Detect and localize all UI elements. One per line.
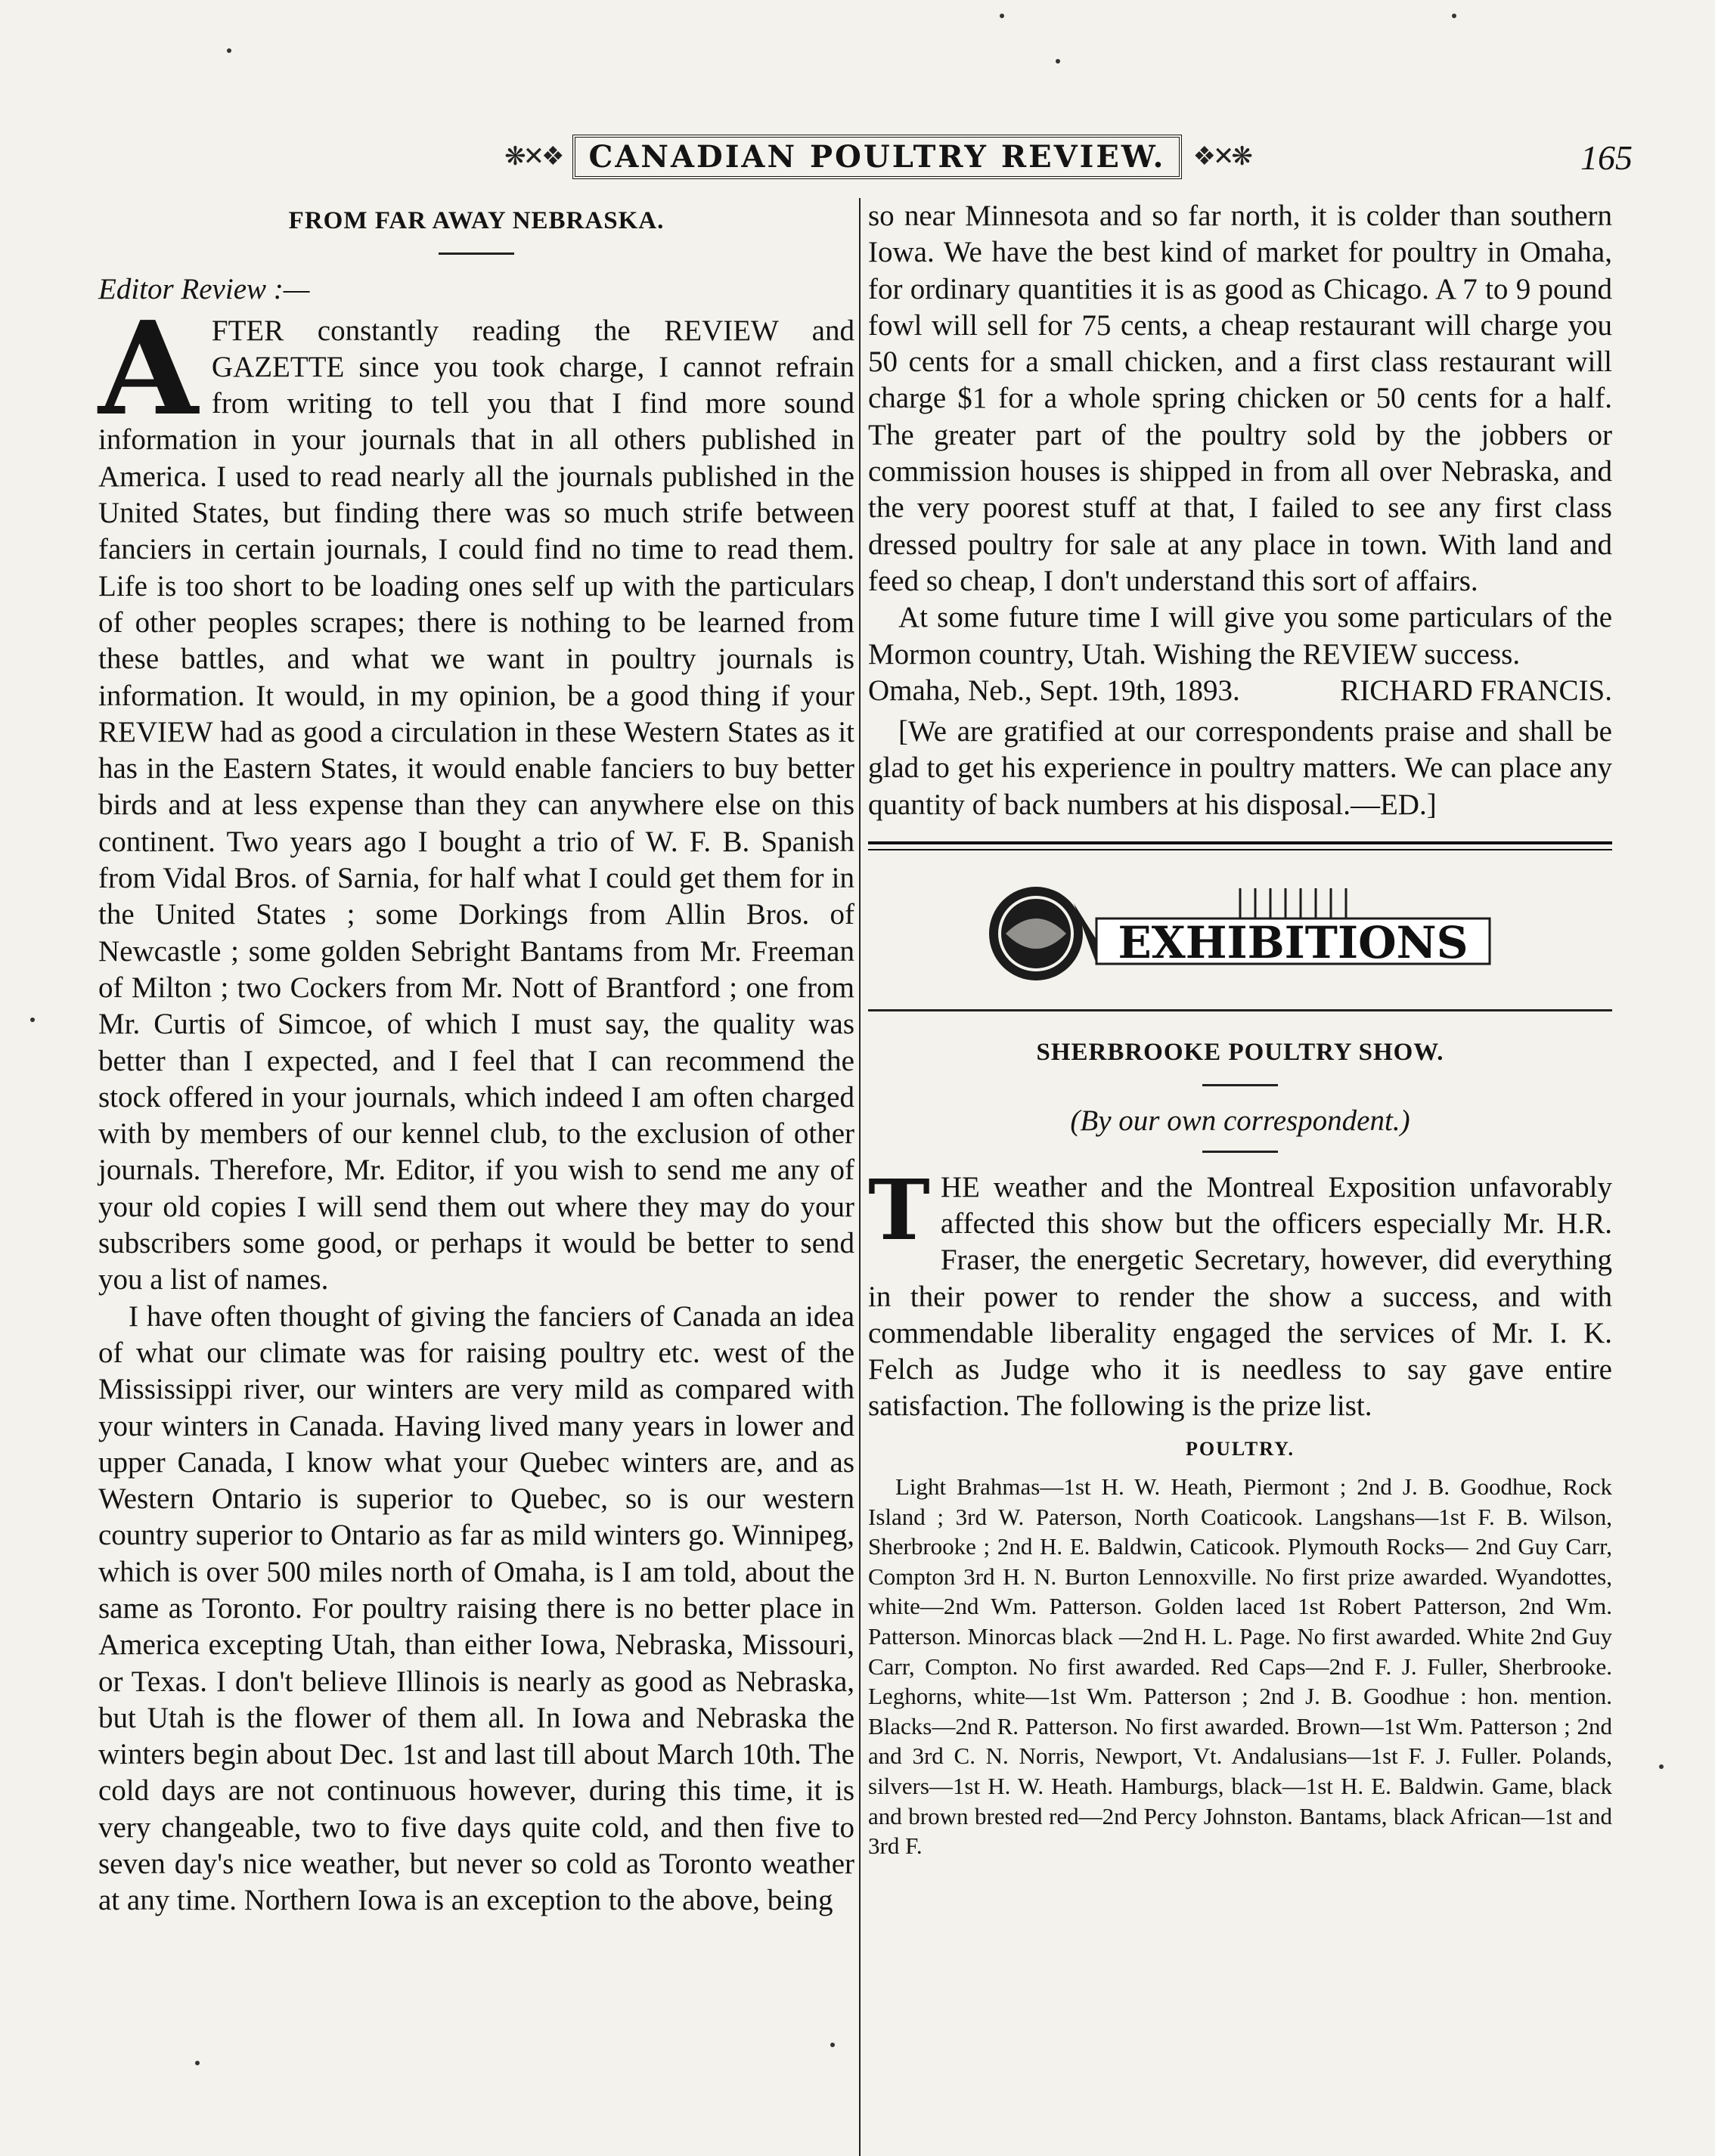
masthead — [504, 133, 1250, 180]
heading-rule — [439, 252, 514, 255]
scan-speck — [227, 48, 231, 53]
masthead-title: CANADIAN POULTRY REVIEW. — [572, 135, 1183, 179]
editor-note: [We are gratified at our correspondents praise and shall be glad to get his experience in poultry matters. We can place any quantity of back numbers at his disposal.—ED.] — [868, 715, 1612, 821]
paragraph-1-text: FTER constantly reading the REVIEW and GAZETTE since you took charge, I cannot refrain from writing to tell you that I find more sound information in your journals that in all others published in America. I used to read nearly all the journals published in the United States, but finding there was so much strife between fanciers in certain journals, I could find no time to read them. Life is too short to be loading ones self up with the particulars of other peoples scrapes; there is nothing to be learned from these battles, and what we want in poultry journals is information. It would, in my opinion, be a good thing if your REVIEW had as good a circulation in these Western States as it has in the Eastern States, it would enable fanciers to buy better birds and at less expense than they can anywhere else on this continent. Two years ago I bought a trio of W. F. B. Spanish from Vidal Bros. of Sarnia, for half what I could get them for in the United States ; some Dorkings from Allin Bros. of Newcastle ; some golden Sebright Bantams from Mr. Freeman of Milton ; two Cockers from Mr. Nott of Brantford ; one from Mr. Curtis of Simcoe, of which I must say, the quality was better than I expected, and I feel that I can recommend the stock offered in your journals, which indeed I am often charged with by members of our kennel club, to the exclusion of other journals. Therefore, Mr. Editor, if you wish to send me any of your old copies I will send them out where they may do your subscribers some good, or perhaps it would be better to send you a list of names. — [98, 314, 854, 1296]
show-heading: SHERBROOKE POULTRY SHOW. — [1036, 1039, 1444, 1067]
prize-list: Light Brahmas—1st H. W. Heath, Piermont ; 2nd J. B. Goodhue, Rock Island ; 3rd W. Paterson, North Coaticook. Langshans—1st F. B. Wilson, Sherbrooke ; 2nd H. E. Baldwin, Caticook. Plymouth Rocks— 2nd Guy Carr, Compton 3rd H. N. Burton Lennoxville. No first prize awarded. Wyandottes, white—2nd Wm. Patterson. Golden laced 1st Robert Patterson, 2nd Wm. Patterson. Minorcas black —2nd H. L. Page. No first awarded. White 2nd Guy Carr, Compton. No first awarded. Red Caps—2nd F. J. Fuller, Sherbrooke. Leghorns, white—1st Wm. Patterson ; 2nd J. B. Goodhue : hon. mention. Blacks—2nd R. Patterson. No first awarded. Brown—1st Wm. Patterson ; 2nd and 3rd C. N. Norris, Newport, Vt. Andalusians—1st F. J. Fuller. Polands, silvers—1st H. W. Heath. Hamburgs, black—1st H. E. Baldwin. Game, black and brown brested red—2nd Percy Johnston. Bantams, black African—1st and 3rd F. — [868, 1473, 1612, 1860]
left-column — [98, 198, 854, 1919]
signature-place: Omaha, Neb., Sept. 19th, 1893. — [868, 674, 1240, 707]
drop-cap-t: T — [868, 1160, 930, 1259]
exhibitions-banner — [868, 873, 1612, 994]
scan-speck — [1000, 14, 1004, 18]
scan-speck — [1056, 59, 1060, 64]
scan-speck — [1452, 14, 1456, 18]
exhibitions-banner-art — [983, 873, 1497, 994]
page-number: 165 — [1580, 138, 1633, 177]
article-paragraph-3: so near Minnesota and so far north, it is colder than southern Iowa. We have the best kind of market for poultry in Omaha, for ordinary quantities it is as good as Chicago. A 7 to 9 pound fowl will sell for 75 cents, a cheap restaurant will charge you 50 cents for a small chicken, and a first class restaurant will charge $1 for a whole spring chicken or 50 cents for a half. The greater part of the poultry sold by the jobbers or commission houses is shipped in from all over Nebraska, and the very poorest stuff at that, I failed to see any first class dressed poultry for sale at any place in town. With land and feed so cheap, I don't understand this sort of affairs. — [868, 200, 1612, 597]
scan-speck — [195, 2061, 200, 2065]
ornament-left-icon: ❋✕❖ — [504, 143, 562, 171]
column-divider — [859, 198, 861, 2156]
scan-speck — [1659, 1764, 1664, 1769]
poultry-section-heading: POULTRY. — [1186, 1437, 1295, 1460]
salutation: Editor Review :— — [98, 273, 310, 306]
signature-name: RICHARD FRANCIS. — [1340, 674, 1612, 707]
scan-speck — [830, 2043, 835, 2047]
show-paragraph-1-text: HE weather and the Montreal Exposition unfavorably affected this show but the officers especially Mr. H.R. Fraser, the energetic Secretary, however, did everything in their power to render the show a success, and with commendable liberality engaged the services of Mr. I. K. Felch as Judge who it is needless to say gave entire satisfaction. The following is the prize list. — [868, 1170, 1612, 1423]
show-heading-rule — [1202, 1084, 1278, 1086]
signature-line — [868, 673, 1612, 709]
show-paragraph-1 — [868, 1160, 1612, 1425]
article-paragraph-4: At some future time I will give you some particulars of the Mormon country, Utah. Wishing the REVIEW success. — [868, 601, 1612, 671]
section-double-rule — [868, 841, 1612, 850]
article-paragraph-1 — [98, 293, 854, 1299]
banner-text: EXHIBITIONS — [1118, 917, 1468, 969]
right-column — [868, 198, 1612, 1861]
banner-rule — [868, 1009, 1612, 1011]
byline: (By our own correspondent.) — [1070, 1104, 1410, 1138]
article-heading: FROM FAR AWAY NEBRASKA. — [288, 207, 665, 234]
drop-cap-a: A — [98, 293, 198, 445]
ornament-right-icon: ❖✕❋ — [1192, 143, 1250, 171]
article-paragraph-2: I have often thought of giving the fanciers of Canada an idea of what our climate was for raising poultry etc. west of the Mississippi river, our winters are very mild as compared with your winters in Canada. Having lived many years in lower and upper Canada, I know what your Quebec winters are, and as Western Ontario is superior to Quebec, so is our western country superior to Ontario as far as mild winters go. Winnipeg, which is over 500 miles north of Omaha, is I am told, about the same as Toronto. For poultry raising there is no better place in America excepting Utah, than either Iowa, Nebraska, Missouri, or Texas. I don't believe Illinois is nearly as good as Nebraska, but Utah is the flower of them all. In Iowa and Nebraska the winters begin about Dec. 1st and last till about March 10th. The cold days are not continuous however, during this time, it is very changeable, two to five days quite cold, and then five to seven day's nice weather, but never so cold as Toronto weather at any time. Northern Iowa is an exception to the above, being — [98, 1299, 854, 1917]
scan-speck — [30, 1018, 35, 1022]
byline-rule — [1202, 1151, 1278, 1153]
